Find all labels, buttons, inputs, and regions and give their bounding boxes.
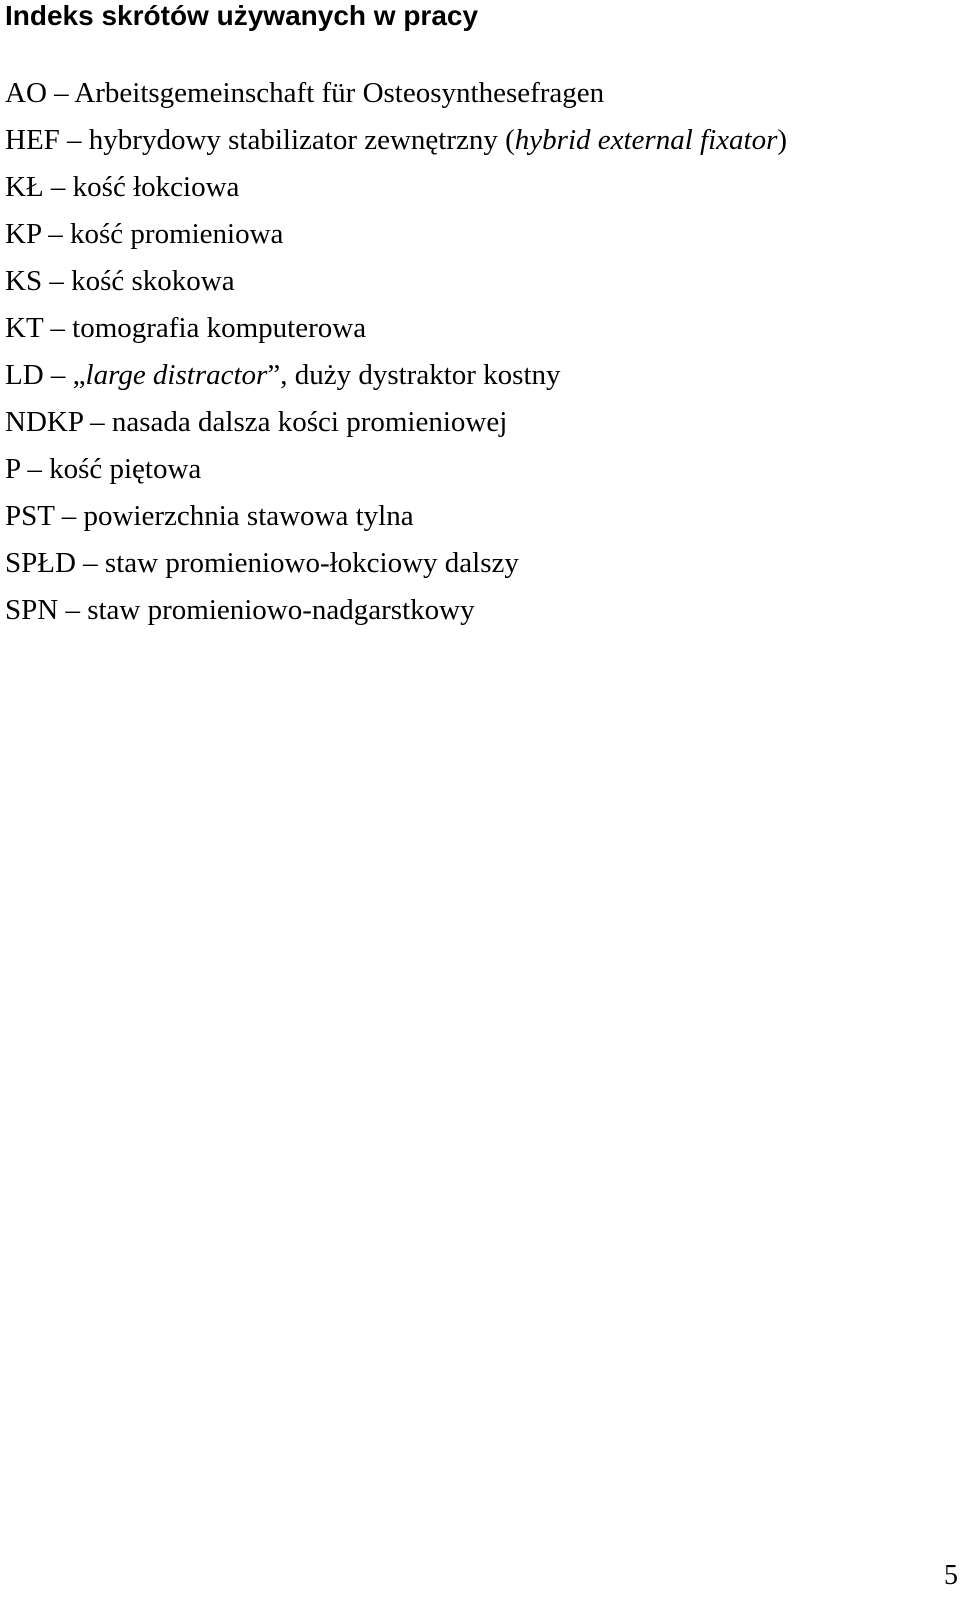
definition: hybrydowy stabilizator zewnętrzny ( — [88, 124, 515, 156]
abbreviation: HEF — [5, 124, 60, 156]
definition: powierzchnia stawowa tylna — [83, 500, 414, 532]
definition-tail: ”, duży dystraktor kostny — [267, 359, 561, 391]
abbreviation: KT — [5, 312, 44, 344]
abbreviation: SPŁD — [5, 547, 76, 579]
abbreviation-entry — [5, 587, 787, 634]
definition-tail: ) — [777, 124, 788, 156]
abbreviation: LD — [5, 359, 44, 391]
definition: kość promieniowa — [70, 218, 284, 250]
definition: staw promieniowo-łokciowy dalszy — [104, 547, 519, 579]
separator: – — [75, 547, 105, 579]
abbreviation-entry — [5, 399, 787, 446]
abbreviation-entry — [5, 258, 787, 305]
separator: – — [20, 453, 50, 485]
separator: – — [58, 594, 88, 626]
definition: Arbeitsgemeinschaft für Osteosynthesefragen — [74, 77, 605, 109]
separator: – — [82, 406, 112, 438]
abbreviation-entry — [5, 211, 787, 258]
separator: – — [43, 171, 73, 203]
separator: – — [41, 218, 70, 250]
definition: tomografia komputerowa — [72, 312, 367, 344]
separator: – — [43, 359, 73, 391]
abbreviation: P — [5, 453, 21, 485]
abbreviation-entry — [5, 164, 787, 211]
definition: kość piętowa — [49, 453, 202, 485]
definition: „ — [72, 359, 86, 391]
abbreviation-entry — [5, 117, 787, 164]
page-number: 5 — [944, 1560, 958, 1591]
abbreviation-entry — [5, 352, 787, 399]
definition: staw promieniowo-nadgarstkowy — [87, 594, 475, 626]
separator: – — [46, 77, 75, 109]
abbreviation: SPN — [5, 594, 59, 626]
definition-italic: hybrid external fixator — [514, 124, 778, 156]
separator: – — [54, 500, 84, 532]
separator: – — [43, 312, 73, 344]
definition: nasada dalsza kości promieniowej — [111, 406, 508, 438]
abbreviation: PST — [5, 500, 55, 532]
definition-italic: large distractor — [85, 359, 268, 391]
abbreviation: KS — [5, 265, 43, 297]
abbreviation-entry — [5, 70, 787, 117]
abbreviation-list — [5, 70, 787, 634]
abbreviation: KŁ — [5, 171, 44, 203]
page-title: Indeks skrótów używanych w pracy — [5, 0, 479, 31]
abbreviation-entry — [5, 446, 787, 493]
definition: kość skokowa — [71, 265, 235, 297]
separator: – — [42, 265, 72, 297]
definition: kość łokciowa — [72, 171, 240, 203]
abbreviation-entry — [5, 540, 787, 587]
separator: – — [59, 124, 89, 156]
abbreviation-entry — [5, 305, 787, 352]
abbreviation-entry — [5, 493, 787, 540]
abbreviation: KP — [5, 218, 41, 250]
abbreviation: AO — [5, 77, 47, 109]
abbreviation: NDKP — [5, 406, 83, 438]
